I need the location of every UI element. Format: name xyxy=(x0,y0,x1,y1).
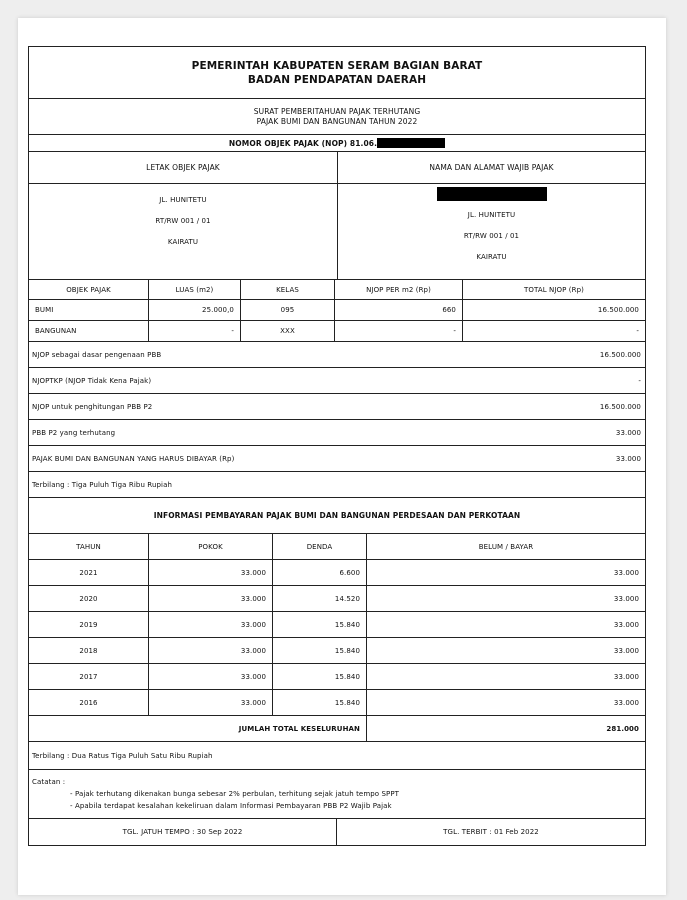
wajib-rtrw: RT/RW 001 / 01 xyxy=(463,232,520,240)
history-denda: 15.840 xyxy=(273,612,367,637)
table-row xyxy=(29,300,645,321)
history-year: 2021 xyxy=(29,560,149,585)
table-row xyxy=(29,586,645,612)
agency-name: BADAN PENDAPATAN DAERAH xyxy=(247,73,427,86)
note-item: - Apabila terdapat kesalahan kekeliruan dalam Informasi Pembayaran PBB P2 Wajib Pajak xyxy=(70,802,392,810)
calc-harus-dibayar xyxy=(29,446,645,472)
redacted-name xyxy=(437,187,547,201)
history-year: 2016 xyxy=(29,690,149,715)
note-item: - Pajak terhutang dikenakan bunga sebesar 2% perbulan, terhitung sejak jatuh tempo SPPT xyxy=(70,790,400,798)
document-subtitle xyxy=(29,99,645,135)
table-row xyxy=(29,638,645,664)
table-row xyxy=(29,560,645,586)
history-pokok: 33.000 xyxy=(149,690,273,715)
document-page xyxy=(18,18,666,895)
col-njop-per-m2: NJOP PER m2 (Rp) xyxy=(335,280,463,299)
history-denda: 15.840 xyxy=(273,638,367,663)
terbilang-text: Terbilang : Tiga Puluh Tiga Ribu Rupiah xyxy=(32,480,172,489)
history-pokok: 33.000 xyxy=(149,612,273,637)
history-status: 33.000 xyxy=(613,568,639,577)
objek-table-header xyxy=(29,280,645,300)
government-name: PEMERINTAH KABUPATEN SERAM BAGIAN BARAT xyxy=(191,59,483,72)
calc-value: 33.000 xyxy=(615,428,641,437)
history-total-row xyxy=(29,716,645,742)
letak-objek-pajak xyxy=(29,152,337,279)
wajib-city: KAIRATU xyxy=(476,253,507,261)
table-row xyxy=(29,321,645,342)
history-pokok: 33.000 xyxy=(149,638,273,663)
history-year: 2018 xyxy=(29,638,149,663)
history-status: 33.000 xyxy=(613,620,639,629)
calc-njop-dasar xyxy=(29,342,645,368)
nop-row xyxy=(29,135,645,152)
objek-luas: - xyxy=(149,321,241,341)
objek-kelas: 095 xyxy=(241,300,335,320)
history-denda: 6.600 xyxy=(273,560,367,585)
objek-luas: 25.000,0 xyxy=(149,300,241,320)
calc-njoptkp xyxy=(29,368,645,394)
objek-njop-m2: - xyxy=(335,321,463,341)
nop-label: NOMOR OBJEK PAJAK (NOP) 81.06. xyxy=(228,138,378,148)
notes-section xyxy=(29,770,645,819)
terbilang-total xyxy=(29,742,645,770)
document-header xyxy=(29,47,645,99)
total-label: JUMLAH TOTAL KESELURUHAN xyxy=(29,716,367,741)
due-date: TGL. JATUH TEMPO : 30 Sep 2022 xyxy=(29,819,337,845)
history-denda: 15.840 xyxy=(273,664,367,689)
calc-value: 16.500.000 xyxy=(599,350,641,359)
redacted-nop xyxy=(377,138,445,148)
calc-value: - xyxy=(638,376,641,385)
col-tahun: TAHUN xyxy=(29,534,149,559)
calc-label: PBB P2 yang terhutang xyxy=(32,428,116,437)
col-denda: DENDA xyxy=(273,534,367,559)
history-denda: 15.840 xyxy=(273,690,367,715)
history-status: 33.000 xyxy=(613,646,639,655)
objek-njop-m2: 660 xyxy=(335,300,463,320)
objek-name: BANGUNAN xyxy=(29,321,149,341)
history-year: 2017 xyxy=(29,664,149,689)
objek-total: 16.500.000 xyxy=(597,306,639,314)
history-heading: INFORMASI PEMBAYARAN PAJAK BUMI DAN BANGUNAN PERDESAAN DAN PERKOTAAN xyxy=(29,498,645,534)
col-objek-pajak: OBJEK PAJAK xyxy=(29,280,149,299)
letak-city: KAIRATU xyxy=(167,238,199,246)
location-section xyxy=(29,152,645,280)
objek-kelas: XXX xyxy=(241,321,335,341)
calc-label: NJOPTKP (NJOP Tidak Kena Pajak) xyxy=(32,376,152,385)
calc-value: 33.000 xyxy=(615,454,641,463)
sppt-document xyxy=(28,46,646,846)
letak-street: JL. HUNITETU xyxy=(159,196,207,204)
col-kelas: KELAS xyxy=(241,280,335,299)
table-row xyxy=(29,690,645,716)
calc-value: 16.500.000 xyxy=(599,402,641,411)
calc-pbb-terhutang xyxy=(29,420,645,446)
history-status: 33.000 xyxy=(613,698,639,707)
footer-dates xyxy=(29,819,645,845)
objek-total: - xyxy=(636,327,639,335)
objek-name: BUMI xyxy=(29,300,149,320)
history-status: 33.000 xyxy=(613,672,639,681)
document-year: PAJAK BUMI DAN BANGUNAN TAHUN 2022 xyxy=(256,116,418,126)
history-pokok: 33.000 xyxy=(149,664,273,689)
calc-njop-pbb xyxy=(29,394,645,420)
history-status: 33.000 xyxy=(613,594,639,603)
col-total-njop: TOTAL NJOP (Rp) xyxy=(524,285,584,294)
col-belum-bayar: BELUM / BAYAR xyxy=(478,542,534,551)
col-luas: LUAS (m2) xyxy=(149,280,241,299)
history-denda: 14.520 xyxy=(273,586,367,611)
notes-title: Catatan : xyxy=(32,778,66,786)
letak-heading: LETAK OBJEK PAJAK xyxy=(29,152,337,184)
wajib-heading: NAMA DAN ALAMAT WAJIB PAJAK xyxy=(338,152,645,184)
document-type: SURAT PEMBERITAHUAN PAJAK TERHUTANG xyxy=(253,106,421,116)
letak-rtrw: RT/RW 001 / 01 xyxy=(155,217,211,225)
history-pokok: 33.000 xyxy=(149,560,273,585)
table-row xyxy=(29,612,645,638)
calc-label: NJOP untuk penghitungan PBB P2 xyxy=(32,402,153,411)
terbilang-text: Terbilang : Dua Ratus Tiga Puluh Satu Ribu Rupiah xyxy=(32,751,213,760)
history-pokok: 33.000 xyxy=(149,586,273,611)
total-value: 281.000 xyxy=(606,724,639,733)
wajib-street: JL. HUNITETU xyxy=(467,211,516,219)
history-table-header xyxy=(29,534,645,560)
terbilang-pajak xyxy=(29,472,645,498)
col-pokok: POKOK xyxy=(149,534,273,559)
calc-label: NJOP sebagai dasar pengenaan PBB xyxy=(32,350,162,359)
history-year: 2019 xyxy=(29,612,149,637)
history-year: 2020 xyxy=(29,586,149,611)
nama-alamat-wajib-pajak xyxy=(337,152,645,279)
issue-date: TGL. TERBIT : 01 Feb 2022 xyxy=(443,828,539,836)
table-row xyxy=(29,664,645,690)
calc-label: PAJAK BUMI DAN BANGUNAN YANG HARUS DIBAYAR (Rp) xyxy=(32,454,235,463)
